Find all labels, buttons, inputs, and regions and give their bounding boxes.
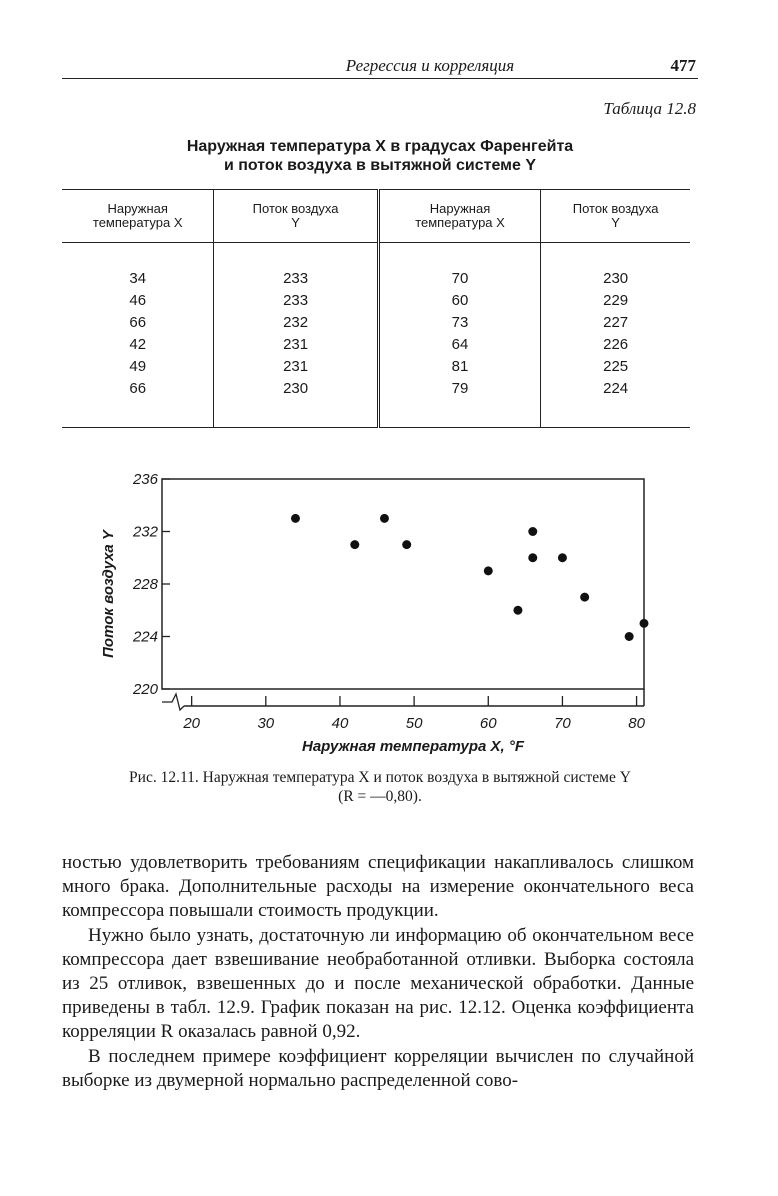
column-header-line: Наружная — [107, 201, 168, 216]
table-cell: 34 — [62, 243, 214, 290]
table-cell: 233 — [214, 243, 378, 290]
data-point — [380, 514, 389, 523]
scatter-chart — [95, 465, 675, 755]
table-cell: 230 — [603, 269, 629, 287]
x-tick-label: 40 — [331, 715, 349, 732]
paragraph: ностью удовлетворить требованиям спецификации накапливалось слишком много брака. Дополнительные расходы на измерение окончательного веса компрессора повышали стоимость продукции. — [62, 852, 694, 922]
caption-line2: (R = —0,80). — [338, 788, 422, 805]
column-header-temperature-1 — [62, 190, 214, 243]
x-tick-label: 30 — [257, 715, 275, 732]
x-tick-label: 70 — [554, 715, 571, 732]
y-tick-label: 220 — [132, 681, 158, 698]
table-cell: 66 — [62, 377, 214, 428]
table-row — [62, 243, 690, 290]
table-cell: 66 — [62, 311, 214, 333]
column-header-airflow-2 — [541, 190, 690, 243]
table-cell: 60 — [378, 289, 541, 311]
y-axis-label: Поток воздуха Y — [100, 530, 117, 658]
column-header-line: Y — [291, 215, 300, 230]
data-point — [528, 553, 537, 562]
table-cell: 230 — [214, 377, 378, 428]
data-point — [350, 540, 359, 549]
data-table — [62, 189, 690, 428]
table-cell: 81 — [378, 355, 541, 377]
table-cell: 231 — [214, 333, 378, 355]
data-point — [625, 632, 634, 641]
table-cell: 42 — [62, 333, 214, 355]
column-header-airflow-1 — [214, 190, 378, 243]
column-header-line: Поток воздуха — [572, 201, 659, 216]
x-tick-label: 60 — [479, 715, 497, 732]
x-tick-label: 80 — [628, 715, 645, 732]
table-cell: 73 — [378, 311, 541, 333]
axis-break-mark — [162, 694, 184, 710]
table-header-row — [62, 190, 690, 243]
data-point — [528, 527, 537, 536]
page-number: 477 — [670, 56, 696, 75]
column-header-line: Наружная — [429, 201, 491, 216]
column-header-line: Y — [611, 215, 620, 230]
table-row — [62, 311, 690, 333]
data-point — [513, 606, 522, 615]
paragraph: Нужно было узнать, достаточную ли информацию об окончательном весе компрессора дает взвешивание необработанной отливки. Выборка состояла из 25 отливок, взвешенных до и после механической обработки. Данные приведены в табл. 12.9. График показан на рис. 12.12. Оценка коэффициента корреляции R оказалась равной 0,92. — [62, 924, 694, 1043]
data-point — [640, 619, 649, 628]
paragraph: В последнем примере коэффициент корреляции вычислен по случайной выборке из двумерной нормально распределенной сово- — [62, 1045, 694, 1091]
table-cell: 224 — [603, 379, 629, 397]
x-axis-label: Наружная температура X, °F — [302, 738, 524, 755]
table-cell: 49 — [62, 355, 214, 377]
table-cell: 229 — [603, 291, 629, 309]
table-row — [62, 289, 690, 311]
table-title — [62, 137, 698, 175]
running-title: Регрессия и корреляция — [345, 56, 515, 75]
y-tick-label: 232 — [132, 523, 158, 541]
caption-line1: Рис. 12.11. Наружная температура X и поток воздуха в вытяжной системе Y — [129, 769, 631, 786]
column-header-temperature-2 — [378, 190, 541, 243]
data-point — [402, 540, 411, 549]
table-label: Таблица 12.8 — [603, 99, 696, 118]
table-cell: 227 — [603, 313, 629, 331]
table-cell: 231 — [214, 355, 378, 377]
table-cell: 232 — [214, 311, 378, 333]
data-point — [558, 553, 567, 562]
table-cell: 226 — [603, 335, 629, 353]
table-row — [62, 377, 690, 428]
x-tick-label: 50 — [405, 715, 423, 732]
column-header-line: Поток воздуха — [252, 201, 339, 216]
body-text — [62, 851, 694, 1093]
table-row — [62, 333, 690, 355]
figure-caption — [62, 768, 698, 806]
running-head — [62, 52, 698, 79]
table-cell: 233 — [214, 289, 378, 311]
table-cell: 46 — [62, 289, 214, 311]
data-point — [580, 593, 589, 602]
table-cell: 225 — [603, 357, 629, 375]
table-row — [62, 355, 690, 377]
data-point — [291, 514, 300, 523]
table-title-line1: Наружная температура X в градусах Фаренгейта — [186, 138, 574, 155]
plot-frame — [162, 479, 644, 689]
table-cell: 70 — [378, 243, 541, 290]
y-tick-label: 228 — [132, 576, 158, 593]
y-tick-label: 224 — [132, 628, 158, 646]
y-tick-label: 236 — [132, 471, 158, 488]
table-cell: 79 — [378, 377, 541, 428]
column-header-line: температура X — [92, 215, 183, 230]
table-title-line2: и поток воздуха в вытяжной системе Y — [223, 157, 537, 174]
x-tick-label: 20 — [183, 715, 201, 732]
data-point — [484, 566, 493, 575]
column-header-line: температура X — [415, 215, 505, 230]
table-cell: 64 — [378, 333, 541, 355]
